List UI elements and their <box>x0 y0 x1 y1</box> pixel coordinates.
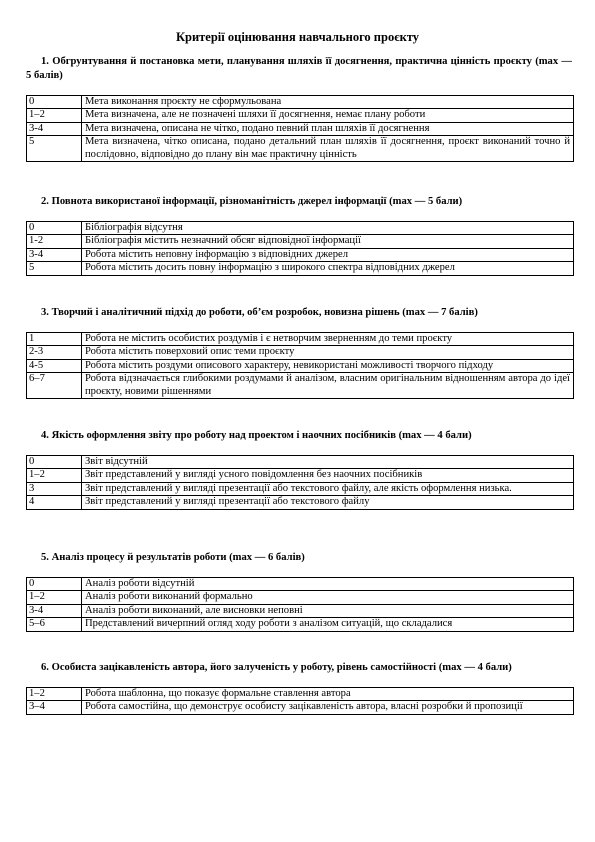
score-cell: 3–4 <box>27 701 82 714</box>
description-cell: Аналіз роботи відсутній <box>82 578 574 591</box>
table-row <box>27 604 574 617</box>
table-row <box>27 333 574 346</box>
criterion-table-4 <box>26 455 574 510</box>
description-cell: Робота самостійна, що демонструє особисту зацікавленість автора, власні розробки й пропозиції <box>82 701 574 714</box>
table-row <box>27 688 574 701</box>
score-cell: 4 <box>27 496 82 509</box>
score-cell: 3-4 <box>27 122 82 135</box>
description-cell: Звіт представлений у вигляді презентації або текстового файлу <box>82 496 574 509</box>
table-row <box>27 136 574 162</box>
table-row <box>27 235 574 248</box>
score-cell: 4-5 <box>27 359 82 372</box>
criterion-table-5 <box>26 577 574 632</box>
table-row <box>27 346 574 359</box>
description-cell: Робота шаблонна, що показує формальне ставлення автора <box>82 688 574 701</box>
score-cell: 0 <box>27 96 82 109</box>
table-row <box>27 701 574 714</box>
criterion-section-6 <box>26 661 572 715</box>
description-cell: Робота містить неповну інформацію з відповідних джерел <box>82 248 574 261</box>
criterion-heading-5: 5. Аналіз процесу й результатів роботи (max — 6 балів) <box>41 552 305 563</box>
score-cell: 5–6 <box>27 618 82 631</box>
criterion-table-1 <box>26 95 574 162</box>
table-row <box>27 469 574 482</box>
description-cell: Робота відзначається глибокими роздумами й аналізом, власним оригінальним відношенням автора до ідеї проєкту, новими рішеннями <box>82 373 574 399</box>
criterion-section-2 <box>26 195 572 276</box>
score-cell: 6–7 <box>27 373 82 399</box>
criterion-heading-2: 2. Повнота використаної інформації, різноманітність джерел інформації (max — 5 бали) <box>41 196 463 207</box>
description-cell: Робота містить досить повну інформацію з широкого спектра відповідних джерел <box>82 262 574 275</box>
description-cell: Мета виконання проєкту не сформульована <box>82 96 574 109</box>
criterion-section-1 <box>26 55 572 162</box>
table-row <box>27 262 574 275</box>
page-title: Критерії оцінювання навчального проєкту <box>175 30 420 44</box>
description-cell: Мета визначена, чітко описана, подано детальний план шляхів її досягнення, проєкт виконаний точно й послідовно, відповідно до плану він має практичну цінність <box>82 136 574 162</box>
score-cell: 1 <box>27 333 82 346</box>
score-cell: 1–2 <box>27 109 82 122</box>
score-cell: 1–2 <box>27 688 82 701</box>
criterion-heading-4: 4. Якість оформлення звіту про роботу над проектом і наочних посібників (max — 4 бали) <box>41 430 472 441</box>
table-row <box>27 248 574 261</box>
table-row <box>27 122 574 135</box>
score-cell: 2-3 <box>27 346 82 359</box>
table-row <box>27 109 574 122</box>
description-cell: Робота не містить особистих роздумів і є нетворчим зверненням до теми проєкту <box>82 333 574 346</box>
criterion-section-4 <box>26 429 572 510</box>
table-row <box>27 222 574 235</box>
description-cell: Бібліографія відсутня <box>82 222 574 235</box>
criterion-table-6 <box>26 687 574 715</box>
score-cell: 3 <box>27 482 82 495</box>
score-cell: 1–2 <box>27 469 82 482</box>
description-cell: Аналіз роботи виконаний, але висновки неповні <box>82 604 574 617</box>
score-cell: 0 <box>27 578 82 591</box>
table-row <box>27 359 574 372</box>
table-row <box>27 456 574 469</box>
table-row <box>27 578 574 591</box>
score-cell: 0 <box>27 456 82 469</box>
criterion-table-2 <box>26 221 574 276</box>
criterion-table-3 <box>26 332 574 399</box>
score-cell: 0 <box>27 222 82 235</box>
description-cell: Мета визначена, але не позначені шляхи її досягнення, немає плану роботи <box>82 109 574 122</box>
table-row <box>27 482 574 495</box>
table-row <box>27 496 574 509</box>
criterion-section-3 <box>26 306 572 399</box>
score-cell: 1–2 <box>27 591 82 604</box>
criterion-heading-1: 1. Обгрунтування й постановка мети, планування шляхів її досягнення, практична цінність проєкту (max — 5 балів) <box>26 56 572 81</box>
description-cell: Звіт представлений у вигляді усного повідомлення без наочних посібників <box>82 469 574 482</box>
description-cell: Мета визначена, описана не чітко, подано певний план шляхів її досягнення <box>82 122 574 135</box>
score-cell: 3-4 <box>27 604 82 617</box>
description-cell: Робота містить роздуми описового характеру, невикористані можливості творчого підходу <box>82 359 574 372</box>
description-cell: Бібліографія містить незначний обсяг відповідної інформації <box>82 235 574 248</box>
table-row <box>27 591 574 604</box>
description-cell: Робота містить поверховий опис теми проєкту <box>82 346 574 359</box>
table-row <box>27 373 574 399</box>
criterion-heading-3: 3. Творчий і аналітичний підхід до роботи, об’єм розробок, новизна рішень (max — 7 балів) <box>41 307 478 318</box>
description-cell: Звіт відсутній <box>82 456 574 469</box>
description-cell: Звіт представлений у вигляді презентації або текстового файлу, але якість оформлення низька. <box>82 482 574 495</box>
description-cell: Аналіз роботи виконаний формально <box>82 591 574 604</box>
table-row <box>27 618 574 631</box>
score-cell: 5 <box>27 262 82 275</box>
score-cell: 3-4 <box>27 248 82 261</box>
score-cell: 1-2 <box>27 235 82 248</box>
table-row <box>27 96 574 109</box>
criterion-heading-6: 6. Особиста зацікавленість автора, його залученість у роботу, рівень самостійності (max — 4 бали) <box>41 662 512 673</box>
criterion-section-5 <box>26 551 572 632</box>
description-cell: Представлений вичерпний огляд ходу роботи з аналізом ситуацій, що складалися <box>82 618 574 631</box>
score-cell: 5 <box>27 136 82 162</box>
